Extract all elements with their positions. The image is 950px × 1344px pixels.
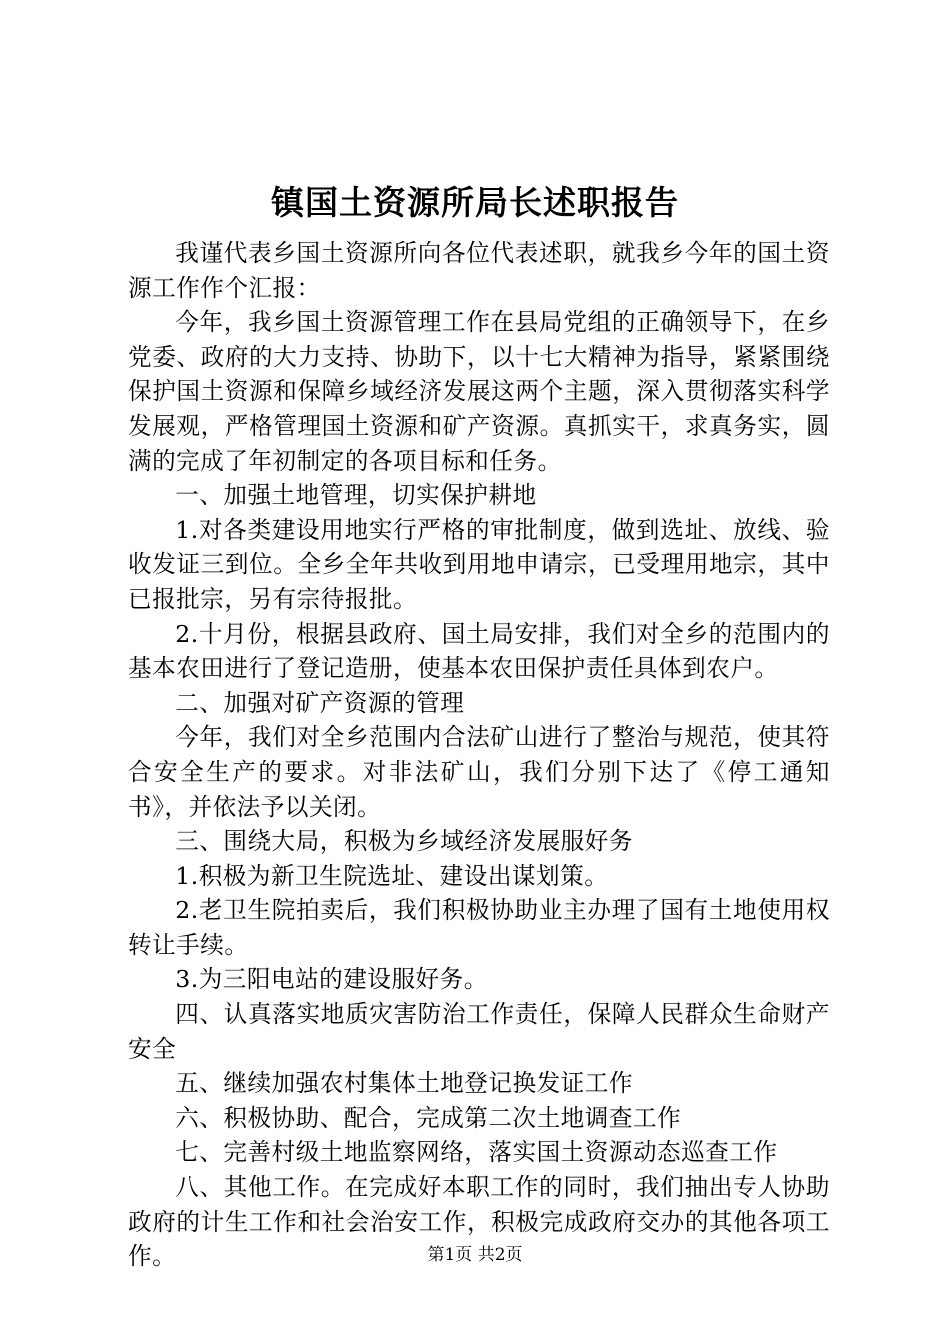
section-heading-8: 八、其他工作。在完成好本职工作的同时，我们抽出专人协助政府的计生工作和社会治安工作，积极完成政府交办的其他各项工作。 [128,1173,830,1271]
page-footer: 第1页 共2页 [427,1245,523,1265]
document-title: 镇国土资源所局长述职报告 [271,183,679,222]
paragraph-item: 1.对各类建设用地实行严格的审批制度，做到选址、放线、验收发证三到位。全乡全年共收到用地申请宗，已受理用地宗，其中已报批宗，另有宗待报批。 [128,515,830,613]
paragraph-item: 2.老卫生院拍卖后，我们积极协助业主办理了国有土地使用权转让手续。 [128,896,830,959]
paragraph-item: 1.积极为新卫生院选址、建设出谋划策。 [175,861,609,890]
paragraph-summary: 今年，我乡国土资源管理工作在县局党组的正确领导下，在乡党委、政府的大力支持、协助下，以十七大精神为指导，紧紧围绕保护国土资源和保障乡域经济发展这两个主题，深入贯彻落实科学发展观，严格管理国土资源和矿产资源。真抓实干，求真务实，圆满的完成了年初制定的各项目标和任务。 [128,308,830,475]
section-heading-3: 三、围绕大局，积极为乡域经济发展服好务 [175,827,633,856]
section-heading-1: 一、加强土地管理，切实保护耕地 [175,481,537,510]
document-body [128,236,830,1274]
section-heading-5: 五、继续加强农村集体土地登记换发证工作 [175,1069,633,1098]
section-heading-7: 七、完善村级土地监察网络，落实国土资源动态巡查工作 [175,1138,778,1167]
paragraph-item: 2.十月份，根据县政府、国土局安排，我们对全乡的范围内的基本农田进行了登记造册，使基本农田保护责任具体到农户。 [128,619,830,683]
section-heading-2: 二、加强对矿产资源的管理 [175,688,465,717]
section-heading-6: 六、积极协助、配合，完成第二次土地调查工作 [175,1103,682,1132]
paragraph-item: 3.为三阳电站的建设服好务。 [175,965,488,994]
paragraph-intro: 我谨代表乡国土资源所向各位代表述职，就我乡今年的国土资源工作作个汇报： [128,239,830,302]
paragraph-item: 今年，我们对全乡范围内合法矿山进行了整治与规范，使其符合安全生产的要求。对非法矿山，我们分别下达了《停工通知书》，并依法予以关闭。 [128,723,830,821]
section-heading-4: 四、认真落实地质灾害防治工作责任，保障人民群众生命财产安全 [128,1000,830,1063]
